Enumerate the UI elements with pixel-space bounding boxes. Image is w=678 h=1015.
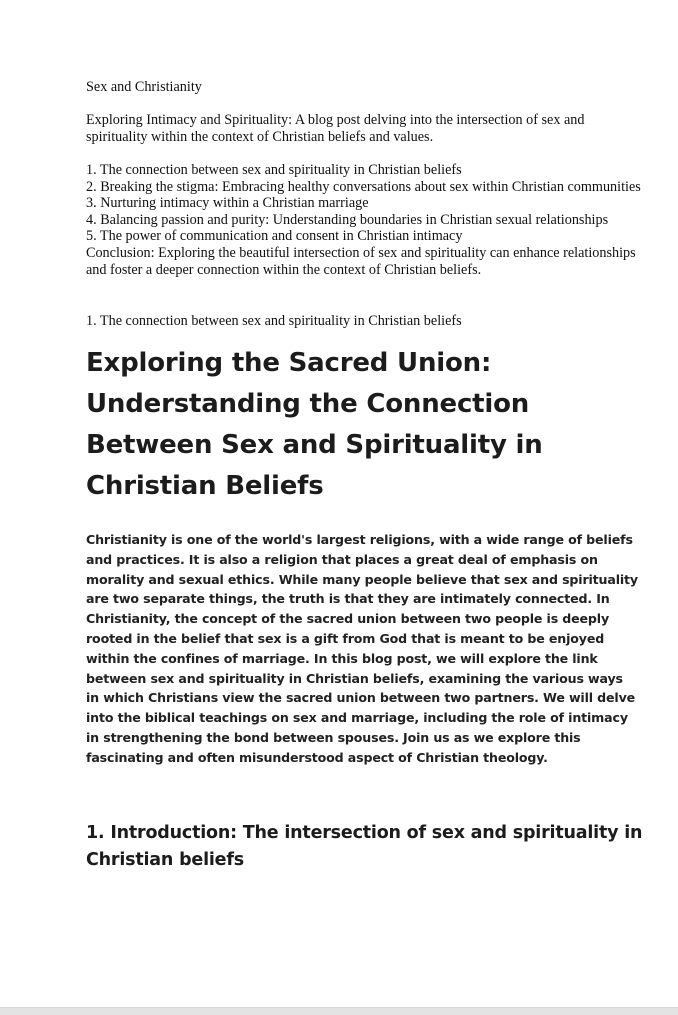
outline-item: 2. Breaking the stigma: Embracing healthy conversations about sex within Christian communities: [86, 178, 641, 195]
outline-list: [86, 162, 646, 278]
outline-conclusion: Conclusion: Exploring the beautiful intersection of sex and spirituality can enhance relationships and foster a deeper connection within the context of Christian beliefs.: [86, 244, 636, 278]
outline-item: 3. Nurturing intimacy within a Christian marriage: [86, 195, 369, 212]
outline-item: 5. The power of communication and consent in Christian intimacy: [86, 228, 463, 245]
section-reference: 1. The connection between sex and spirituality in Christian beliefs: [86, 313, 462, 329]
document-title: Sex and Christianity: [86, 79, 202, 95]
outline-item: 4. Balancing passion and purity: Understanding boundaries in Christian sexual relationships: [86, 211, 609, 228]
outline-item: 1. The connection between sex and spirituality in Christian beliefs: [86, 162, 462, 178]
intro-paragraph: Christianity is one of the world's largest religions, with a wide range of beliefs and practices. It is also a religion that places a great deal of emphasis on morality and sexual ethics. While many people believe that sex and spirituality are two separate things, the truth is that they are intimately connected. In Christianity, the concept of the sacred union between two people is deeply rooted in the belief that sex is a gift from God that is meant to be enjoyed within the confines of marriage. In this blog post, we will explore the link between sex and spirituality in Christian beliefs, examining the various ways in which Christians view the sacred union between two partners. We will delve into the biblical teachings on sex and marriage, including the role of intimacy in strengthening the bond between spouses. Join us as we explore this fascinating and often misunderstood aspect of Christian theology.: [86, 532, 638, 765]
section-heading: 1. Introduction: The intersection of sex and spirituality in Christian beliefs: [86, 823, 643, 870]
article-heading: Exploring the Sacred Union: Understanding the Connection Between Sex and Spirituality in Christian Beliefs: [86, 348, 543, 501]
document-summary: Exploring Intimacy and Spirituality: A blog post delving into the intersection of sex and spirituality within the context of Christian beliefs and values.: [86, 112, 585, 145]
